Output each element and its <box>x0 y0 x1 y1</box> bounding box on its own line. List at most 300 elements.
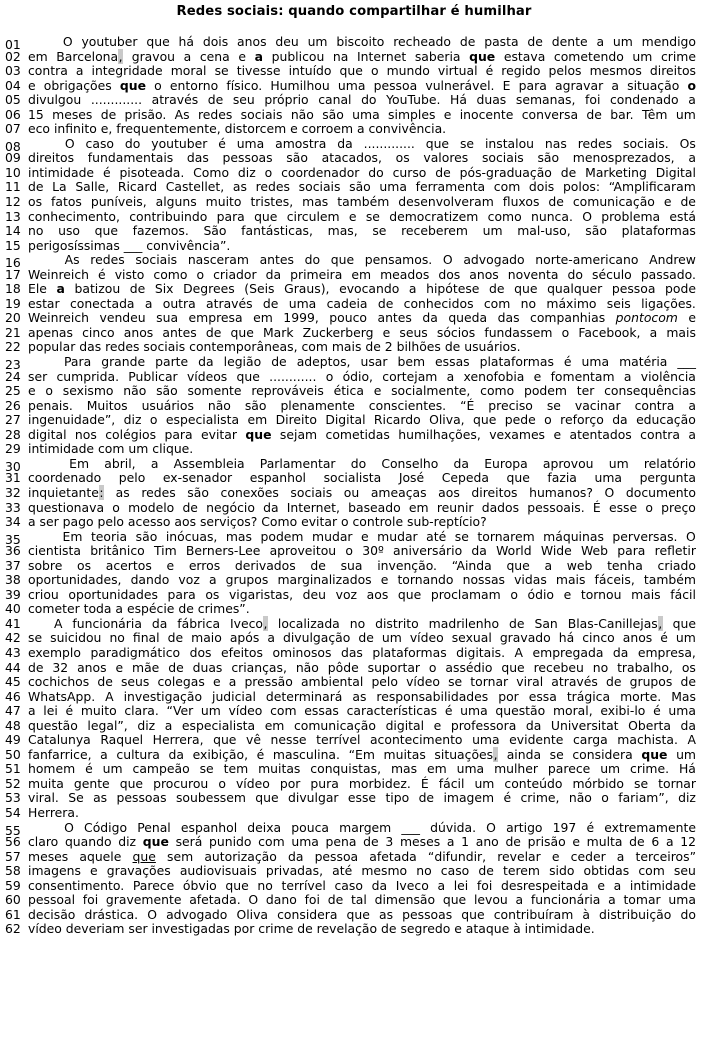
word: bar. <box>610 106 634 122</box>
line-number: 23 <box>5 357 21 373</box>
line-number: 40 <box>5 601 21 617</box>
word: pensamos. <box>364 252 433 268</box>
word: youtuber <box>151 135 208 151</box>
line-text <box>28 529 696 544</box>
word: que <box>397 586 422 602</box>
text-line <box>0 921 708 936</box>
word: maio <box>191 630 222 646</box>
word: e <box>533 368 542 384</box>
word: se <box>448 674 463 690</box>
word: do <box>680 906 696 922</box>
word: muita <box>28 775 64 791</box>
word: e <box>90 863 98 879</box>
word: nesse <box>270 732 307 748</box>
word: Catalunya <box>28 732 91 748</box>
word: aproveitou <box>269 543 337 559</box>
word: no <box>257 877 273 893</box>
word: cinco <box>82 324 115 340</box>
word: dois <box>528 179 555 195</box>
word: uma <box>456 761 485 777</box>
word: colegas <box>157 674 205 690</box>
word: não <box>295 659 319 675</box>
word: Tim <box>153 543 177 559</box>
text-line <box>0 369 708 384</box>
word: consequências <box>604 383 696 399</box>
word: advogado <box>463 252 525 268</box>
word: Internet, <box>286 499 340 515</box>
word: que <box>255 790 279 806</box>
word: ............. <box>90 92 143 108</box>
word: ter <box>576 383 595 399</box>
word: canal <box>318 92 352 108</box>
word: em <box>426 761 447 777</box>
word: com <box>270 703 297 719</box>
word: é <box>563 354 572 370</box>
line-number: 07 <box>5 121 21 137</box>
word-run: popular das redes sociais contemporâneas, com mais de 2 bilhões de usuários. <box>28 339 521 355</box>
line-text: e obrigações que o entorno físico. Humilhou uma pessoa vulnerável. E para agravar a situação o <box>28 77 696 93</box>
word: do <box>304 252 321 268</box>
word: são <box>286 150 308 166</box>
word: terrível <box>281 877 326 893</box>
line-text <box>28 296 696 311</box>
word: fácil <box>670 586 696 602</box>
word: sociais. <box>623 135 669 151</box>
word: ex-senador <box>162 470 233 486</box>
word: Há <box>450 92 467 108</box>
word: diz <box>237 164 256 180</box>
word: Digital <box>325 412 366 428</box>
word: fantásticas, <box>241 223 313 239</box>
word: espanhol <box>180 819 238 835</box>
word: que <box>442 892 467 908</box>
word: foi <box>304 892 320 908</box>
line-number: 51 <box>5 761 21 777</box>
word: acontecimento <box>369 732 463 748</box>
word: gravemente <box>105 892 182 908</box>
word: pós-graduação <box>459 164 552 180</box>
word: parte <box>155 354 189 370</box>
word: usuários <box>141 397 194 413</box>
line-text <box>28 121 696 136</box>
word: sócios <box>436 324 476 340</box>
word: tomar <box>623 892 661 908</box>
word: são <box>585 223 607 239</box>
word: é <box>485 63 494 79</box>
word: Salle, <box>75 179 110 195</box>
word: a <box>688 92 696 108</box>
line-number: 46 <box>5 688 21 704</box>
word: direitos <box>649 63 696 79</box>
word: da <box>471 543 487 559</box>
word: é <box>586 819 595 835</box>
word: duas <box>476 92 507 108</box>
word: Oberta <box>628 717 671 733</box>
word: primeira <box>290 266 343 282</box>
word: e <box>380 572 389 588</box>
word: fundamentais <box>87 150 174 166</box>
word: nunca. <box>530 208 573 224</box>
word: vê <box>245 732 261 748</box>
word: conhecidos <box>403 295 474 311</box>
word: que <box>425 135 450 151</box>
text-line <box>0 834 708 849</box>
word: Têm <box>641 106 668 122</box>
word: curso <box>392 164 427 180</box>
word: plataformas <box>479 354 554 370</box>
word: fácil <box>438 775 465 791</box>
word: para <box>617 543 646 559</box>
word: acertos <box>105 557 152 573</box>
word: mudar <box>377 528 418 544</box>
word: clara. <box>124 703 159 719</box>
word: contribuindo <box>129 208 208 224</box>
word: para <box>216 208 245 224</box>
word: intimidade <box>28 164 95 180</box>
word: pede <box>504 412 536 428</box>
word: margem <box>339 819 392 835</box>
word: tipo <box>385 790 410 806</box>
word: Marketing <box>585 164 647 180</box>
word: pessoais. <box>527 499 585 515</box>
word: podem <box>260 528 304 544</box>
line-text <box>28 209 696 224</box>
word: a <box>649 324 658 340</box>
word: biscoito <box>336 34 385 49</box>
line-text: Weinreich vendeu sua empresa em 1999, pouco antes da queda das companhias pontocom e <box>28 310 697 326</box>
word: um <box>307 34 328 49</box>
line-number: 53 <box>5 790 21 806</box>
word: voz <box>335 586 358 602</box>
word: morte. <box>620 688 662 704</box>
word: 197 <box>552 819 577 835</box>
word: afetada. <box>189 892 241 908</box>
text-line <box>0 252 708 271</box>
word: não <box>290 106 314 122</box>
word: através <box>151 92 199 108</box>
word: e <box>361 528 369 544</box>
line-number: 29 <box>5 441 21 457</box>
line-text <box>28 820 696 835</box>
word: meados <box>380 266 430 282</box>
word: de <box>168 659 184 675</box>
word: condenado <box>610 92 679 108</box>
word: do <box>368 164 384 180</box>
word: Parece <box>132 877 175 893</box>
line-number: 03 <box>5 63 21 79</box>
text-line <box>0 121 708 136</box>
word: um <box>675 106 696 122</box>
word: mudar <box>312 528 353 544</box>
word: mendigo <box>641 34 696 49</box>
word: os <box>205 586 220 602</box>
word: negócio <box>206 499 255 515</box>
line-text <box>28 136 696 151</box>
word: como <box>153 266 188 282</box>
line-text <box>28 500 696 515</box>
word: anos <box>622 630 653 646</box>
word: não <box>123 383 147 399</box>
word: dúvida. <box>430 819 477 835</box>
word: polos: <box>562 179 601 195</box>
word: tenha <box>607 557 643 573</box>
word: a <box>144 295 153 311</box>
line-number: 55 <box>5 822 21 838</box>
text-line <box>0 296 708 311</box>
word: O <box>686 528 696 544</box>
word: a <box>437 877 446 893</box>
word: trabalho, <box>617 659 673 675</box>
word: das <box>340 644 363 660</box>
word: prisão. <box>124 106 167 122</box>
word: determinará <box>265 688 343 704</box>
word: É <box>420 775 429 791</box>
word: que <box>506 470 530 486</box>
word: passado. <box>640 266 696 282</box>
text-line <box>0 587 708 602</box>
word: de <box>97 674 113 690</box>
line-text <box>28 718 696 733</box>
word: cadeia <box>326 295 368 311</box>
text-line <box>0 645 708 660</box>
word: é <box>653 703 661 719</box>
word: a <box>267 630 275 646</box>
word: divulgou <box>28 92 82 108</box>
text-line <box>0 441 708 456</box>
word: fatos <box>51 194 82 210</box>
text-line <box>0 747 708 762</box>
word: crime. <box>630 761 670 777</box>
line-text: A funcionária da fábrica Iveco, localizada no distrito madrilenho de San Blas-Canillejas, que <box>54 615 696 631</box>
text-line <box>0 732 708 747</box>
word: essas <box>304 703 339 719</box>
word: artigo <box>506 819 543 835</box>
word: judicial <box>212 688 256 704</box>
line-text <box>28 514 696 529</box>
word: preciso <box>488 397 533 413</box>
word: parece <box>547 761 591 777</box>
word: o <box>601 790 609 806</box>
word: simples <box>388 106 436 122</box>
line-text: em Barcelona, gravou a cena e a publicou na Internet saberia que estava cometendo um crime <box>28 48 696 64</box>
text-line <box>0 528 708 547</box>
word: e <box>433 717 442 733</box>
word: de <box>271 354 287 370</box>
line-number: 58 <box>5 863 21 879</box>
line-number: 14 <box>5 223 21 239</box>
line-text <box>28 252 696 267</box>
word: se <box>214 63 229 79</box>
word: perversas. <box>612 528 678 544</box>
word: estar <box>28 295 60 311</box>
word: exibi-lo <box>600 703 646 719</box>
word: tornar <box>470 674 509 690</box>
word: como <box>480 383 515 399</box>
word: O <box>486 819 496 835</box>
word: derivados <box>234 557 296 573</box>
word: criou <box>28 586 59 602</box>
word: xenofobia <box>463 368 525 384</box>
word: baseado <box>348 499 401 515</box>
word: gravações <box>106 863 171 879</box>
word: usar <box>360 354 388 370</box>
word: bem <box>397 354 426 370</box>
word: um <box>381 630 402 646</box>
word: a <box>596 34 605 49</box>
word: características <box>346 703 438 719</box>
word: reunir <box>436 499 474 515</box>
word: anos <box>237 34 267 49</box>
word: aprovou <box>542 455 594 471</box>
word: Web <box>581 543 609 559</box>
word: web <box>566 557 593 573</box>
word: são <box>135 528 158 544</box>
word: efeitos <box>221 644 263 660</box>
word: penais. <box>28 397 73 413</box>
text-line <box>0 470 708 485</box>
word: outra <box>162 295 196 311</box>
line-number: 27 <box>5 412 21 428</box>
word: Weinreich <box>28 266 89 282</box>
word: pessoas <box>402 906 453 922</box>
text-line <box>0 398 708 413</box>
text-line <box>0 849 708 864</box>
text-line <box>0 892 708 907</box>
word: o <box>112 499 120 515</box>
word: ............. <box>363 135 415 151</box>
word: pergunta <box>639 470 696 486</box>
word: gravado <box>499 630 551 646</box>
line-number: 22 <box>5 339 21 355</box>
line-text <box>28 325 696 340</box>
text-line <box>0 455 708 474</box>
word: comunicação <box>572 194 655 210</box>
word: com <box>638 863 665 879</box>
word: suportar <box>367 659 421 675</box>
word: da <box>263 499 279 515</box>
word: a <box>75 63 84 79</box>
word: a <box>208 572 217 588</box>
line-number: 25 <box>5 383 21 399</box>
word: que <box>236 368 260 384</box>
word: caso <box>334 877 363 893</box>
word: Universitat <box>550 717 619 733</box>
line-text <box>28 179 696 194</box>
line-text <box>28 441 696 456</box>
word: contra <box>634 397 675 413</box>
word: se <box>365 208 380 224</box>
line-text <box>28 194 696 209</box>
word: deu <box>275 34 299 49</box>
word: A <box>514 644 524 660</box>
word: ............ <box>269 368 317 384</box>
word: são <box>322 106 344 122</box>
word: invenção. <box>377 557 437 573</box>
word: deu <box>302 586 326 602</box>
word: sociais <box>240 106 283 122</box>
word: divulgação <box>282 630 351 646</box>
word: A <box>687 732 696 748</box>
text-line <box>0 500 708 515</box>
word: José <box>398 470 425 486</box>
paragraph-indent <box>28 252 54 267</box>
word: um <box>474 775 495 791</box>
word: nossas <box>462 572 505 588</box>
word: a <box>688 150 696 166</box>
word: especialista <box>181 717 256 733</box>
word: e <box>348 208 357 224</box>
line-number: 50 <box>5 746 21 762</box>
word: Se <box>68 790 84 806</box>
line-number: 09 <box>5 150 21 166</box>
word: tornou <box>580 586 622 602</box>
word: contra <box>28 63 68 79</box>
word: uma <box>288 295 317 311</box>
word-run: perigosíssimas ___ convivência”. <box>28 237 231 253</box>
word: machista. <box>617 732 678 748</box>
word: um <box>612 34 633 49</box>
word: anos <box>469 266 499 282</box>
word: as <box>352 688 367 704</box>
word: paradigmático <box>90 644 181 660</box>
word: mal-uso, <box>517 223 571 239</box>
line-text <box>28 223 696 238</box>
word: crime, <box>520 790 560 806</box>
word: as <box>378 906 394 922</box>
word: fariam”, <box>618 790 669 806</box>
word: anos <box>77 659 107 675</box>
word: mulher <box>494 761 538 777</box>
word: pura <box>310 775 339 791</box>
word: a <box>515 892 524 908</box>
word: vidas <box>514 572 547 588</box>
word: se <box>459 135 475 151</box>
text-line <box>0 601 708 616</box>
text-line <box>0 325 708 340</box>
word: campeão <box>132 761 190 777</box>
word: mesmos <box>589 63 642 79</box>
word: regido <box>501 63 541 79</box>
word: cumprida. <box>56 368 120 384</box>
word: que <box>254 208 278 224</box>
word: Publicar <box>128 368 178 384</box>
word: criador <box>213 266 257 282</box>
word: sexismo <box>62 383 114 399</box>
line-number: 08 <box>5 138 21 154</box>
word: britânico <box>90 543 145 559</box>
line-text <box>28 398 696 413</box>
line-text: meses aquele que sem autorização da pessoa afetada “difundir, revelar e ceder a terceiros” <box>28 848 697 864</box>
word: que <box>346 906 370 922</box>
line-text <box>28 790 696 805</box>
line-text <box>28 761 696 776</box>
word: La <box>52 179 67 195</box>
word: reforço <box>560 412 604 428</box>
line-text <box>28 863 696 878</box>
word: Em <box>69 455 90 471</box>
word: somente <box>187 383 242 399</box>
word: foi <box>82 892 99 908</box>
word: em <box>247 412 268 428</box>
word: vigaristas, <box>228 586 294 602</box>
line-text <box>28 543 696 558</box>
word: uma <box>581 354 610 370</box>
line-text <box>28 587 696 602</box>
word: voz <box>178 572 200 588</box>
word: O <box>442 252 453 268</box>
line-text <box>28 892 696 907</box>
text-line <box>0 907 708 922</box>
